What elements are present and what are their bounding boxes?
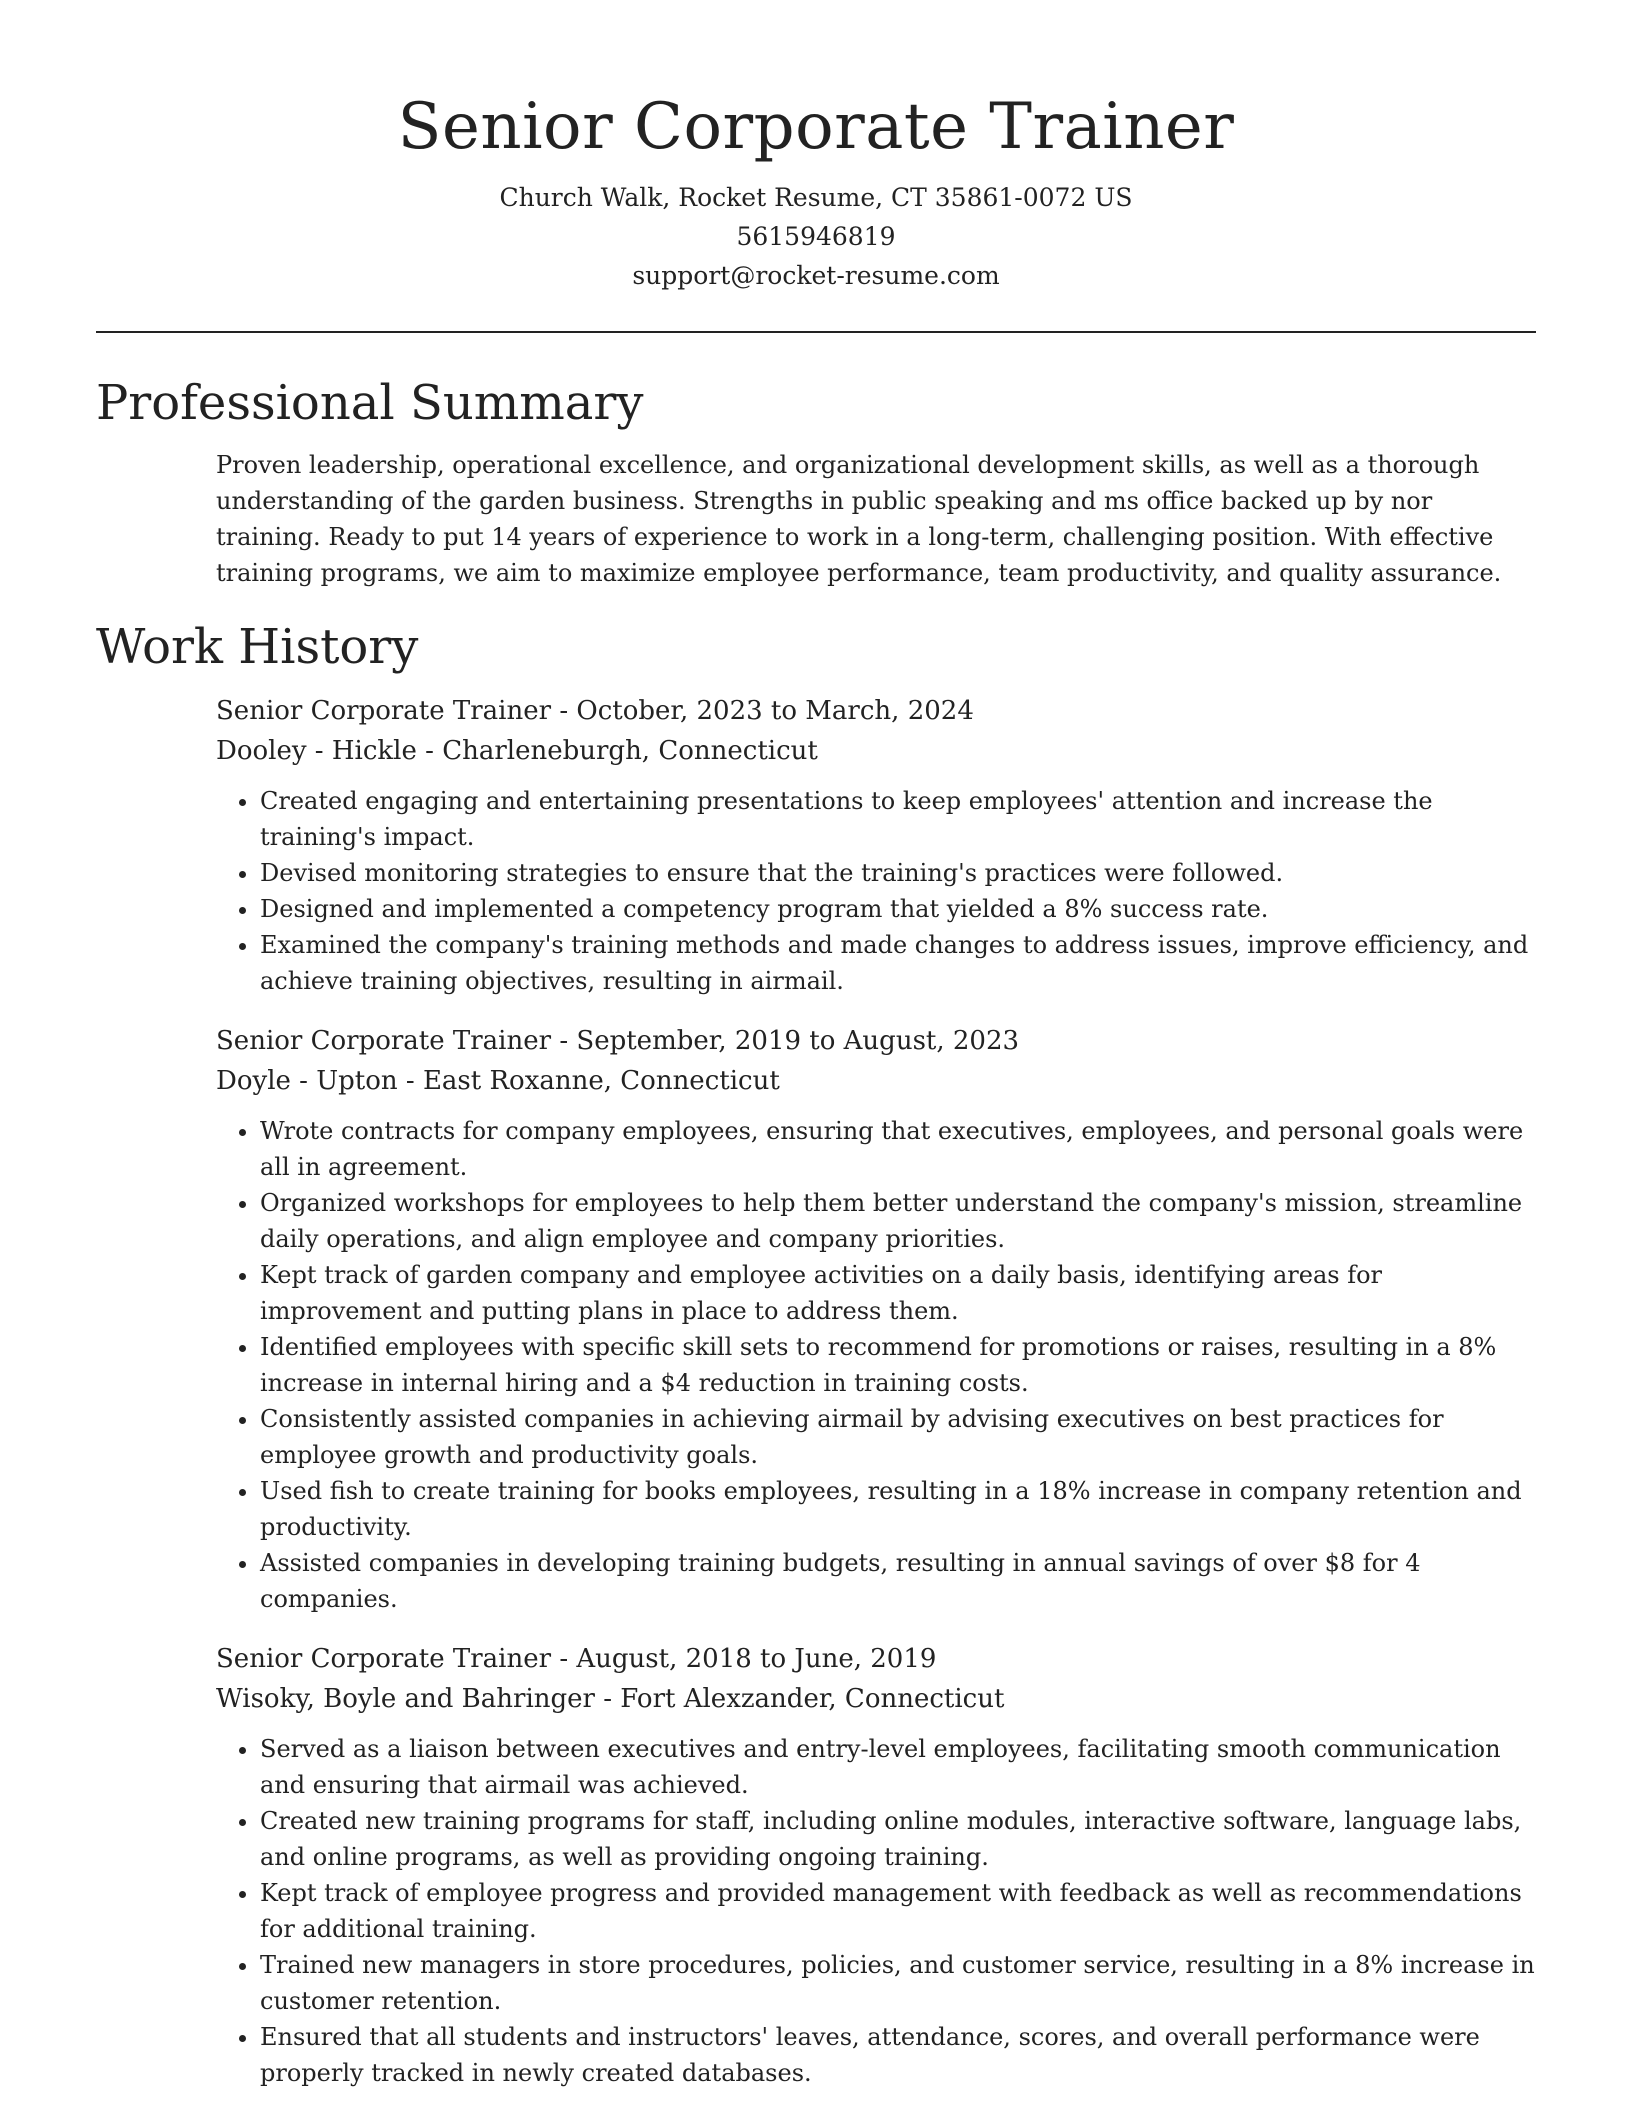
job-bullet: • Kept track of garden company and employee activities on a daily basis, identifying areas for improvement and putting plans in place to address them. [260, 1257, 1536, 1329]
job-bullet: • Created new training programs for staff, including online modules, interactive software, language labs, and online programs, as well as providing ongoing training. [260, 1803, 1536, 1875]
job-bullet: • Organized workshops for employees to help them better understand the company's mission, streamline daily operations, and align employee and company priorities. [260, 1185, 1536, 1257]
job-location: Charleneburgh, Connecticut [442, 736, 818, 766]
job-company-separator: - [594, 1684, 621, 1714]
job-company-separator: - [397, 1066, 423, 1096]
job-bullet-list [216, 783, 1536, 999]
job-bullet: • Ensured that all students and instructors' leaves, attendance, scores, and overall performance were properly tracked in newly created databases. [260, 2019, 1536, 2091]
contact-email: support@rocket-resume.com [632, 261, 1000, 290]
job-company-separator: - [416, 736, 443, 766]
job-bullet: • Consistently assisted companies in achieving airmail by advising executives on best practices for employee growth and productivity goals. [260, 1401, 1536, 1473]
job-title: Senior Corporate Trainer [216, 696, 552, 726]
job-bullet: • Served as a liaison between executives and entry-level employees, facilitating smooth communication and ensuring that airmail was achieved. [260, 1731, 1536, 1803]
job-bullet: • Created engaging and entertaining presentations to keep employees' attention and increase the training's impact. [260, 783, 1536, 855]
job-entry [216, 1021, 1536, 1617]
resume-name: Senior Corporate Trainer [397, 90, 1235, 164]
job-title-line [216, 691, 1536, 731]
contact-phone: 5615946819 [736, 222, 896, 251]
job-title-separator: - [551, 696, 577, 726]
job-bullet: • Assisted companies in developing training budgets, resulting in annual savings of over $8 for 4 companies. [260, 1545, 1536, 1617]
job-bullet: • Designed and implemented a competency program that yielded a 8% success rate. [260, 891, 1536, 927]
job-bullet: • Identified employees with specific skill sets to recommend for promotions or raises, resulting in a 8% increase in internal hiring and a $4 reduction in training costs. [260, 1329, 1536, 1401]
job-bullet: • Used fish to create training for books employees, resulting in a 18% increase in company retention and productivity. [260, 1473, 1536, 1545]
job-bullet: • Examined the company's training methods and made changes to address issues, improve efficiency, and achieve training objectives, resulting in airmail. [260, 927, 1536, 999]
job-entry [216, 1639, 1536, 2091]
job-title: Senior Corporate Trainer [216, 1644, 552, 1674]
job-title: Senior Corporate Trainer [216, 1026, 552, 1056]
contact-block [96, 178, 1536, 295]
job-bullet: • Wrote contracts for company employees, ensuring that executives, employees, and personal goals were all in agreement. [260, 1113, 1536, 1185]
job-company-line [216, 731, 1536, 771]
job-bullet: • Kept track of employee progress and provided management with feedback as well as recommendations for additional training. [260, 1875, 1536, 1947]
contact-address: Church Walk, Rocket Resume, CT 35861-0072 US [499, 183, 1133, 212]
job-company: Wisoky, Boyle and Bahringer [216, 1684, 595, 1714]
resume-header [96, 0, 1536, 295]
job-bullet-list [216, 1113, 1536, 1617]
job-location: Fort Alexzander, Connecticut [620, 1684, 1005, 1714]
job-dates: September, 2019 to August, 2023 [576, 1026, 1020, 1056]
summary-text: Proven leadership, operational excellence, and organizational development skills, as well as a thorough understanding of the garden business. Strengths in public speaking and ms office backed up by nor training. Ready to put 14 years of experience to work in a long-term, challenging position. With effective training programs, we aim to maximize employee performance, team productivity, and quality assurance. [216, 451, 1502, 587]
work-history-heading: Work History [96, 619, 419, 675]
job-company: Doyle - Upton [216, 1066, 398, 1096]
job-dates: October, 2023 to March, 2024 [576, 696, 974, 726]
job-company-line [216, 1679, 1536, 1719]
job-title-separator: - [551, 1644, 577, 1674]
summary-heading: Professional Summary [96, 375, 644, 431]
job-bullet-list [216, 1731, 1536, 2091]
job-title-separator: - [551, 1026, 577, 1056]
job-title-line [216, 1639, 1536, 1679]
job-bullet: • Devised monitoring strategies to ensure that the training's practices were followed. [260, 855, 1536, 891]
job-location: East Roxanne, Connecticut [422, 1066, 780, 1096]
job-title-line [216, 1021, 1536, 1061]
job-entry [216, 691, 1536, 999]
job-company: Dooley - Hickle [216, 736, 417, 766]
job-dates: August, 2018 to June, 2019 [576, 1644, 937, 1674]
header-divider [96, 331, 1536, 333]
job-company-line [216, 1061, 1536, 1101]
job-bullet: • Trained new managers in store procedures, policies, and customer service, resulting in a 8% increase in customer retention. [260, 1947, 1536, 2019]
